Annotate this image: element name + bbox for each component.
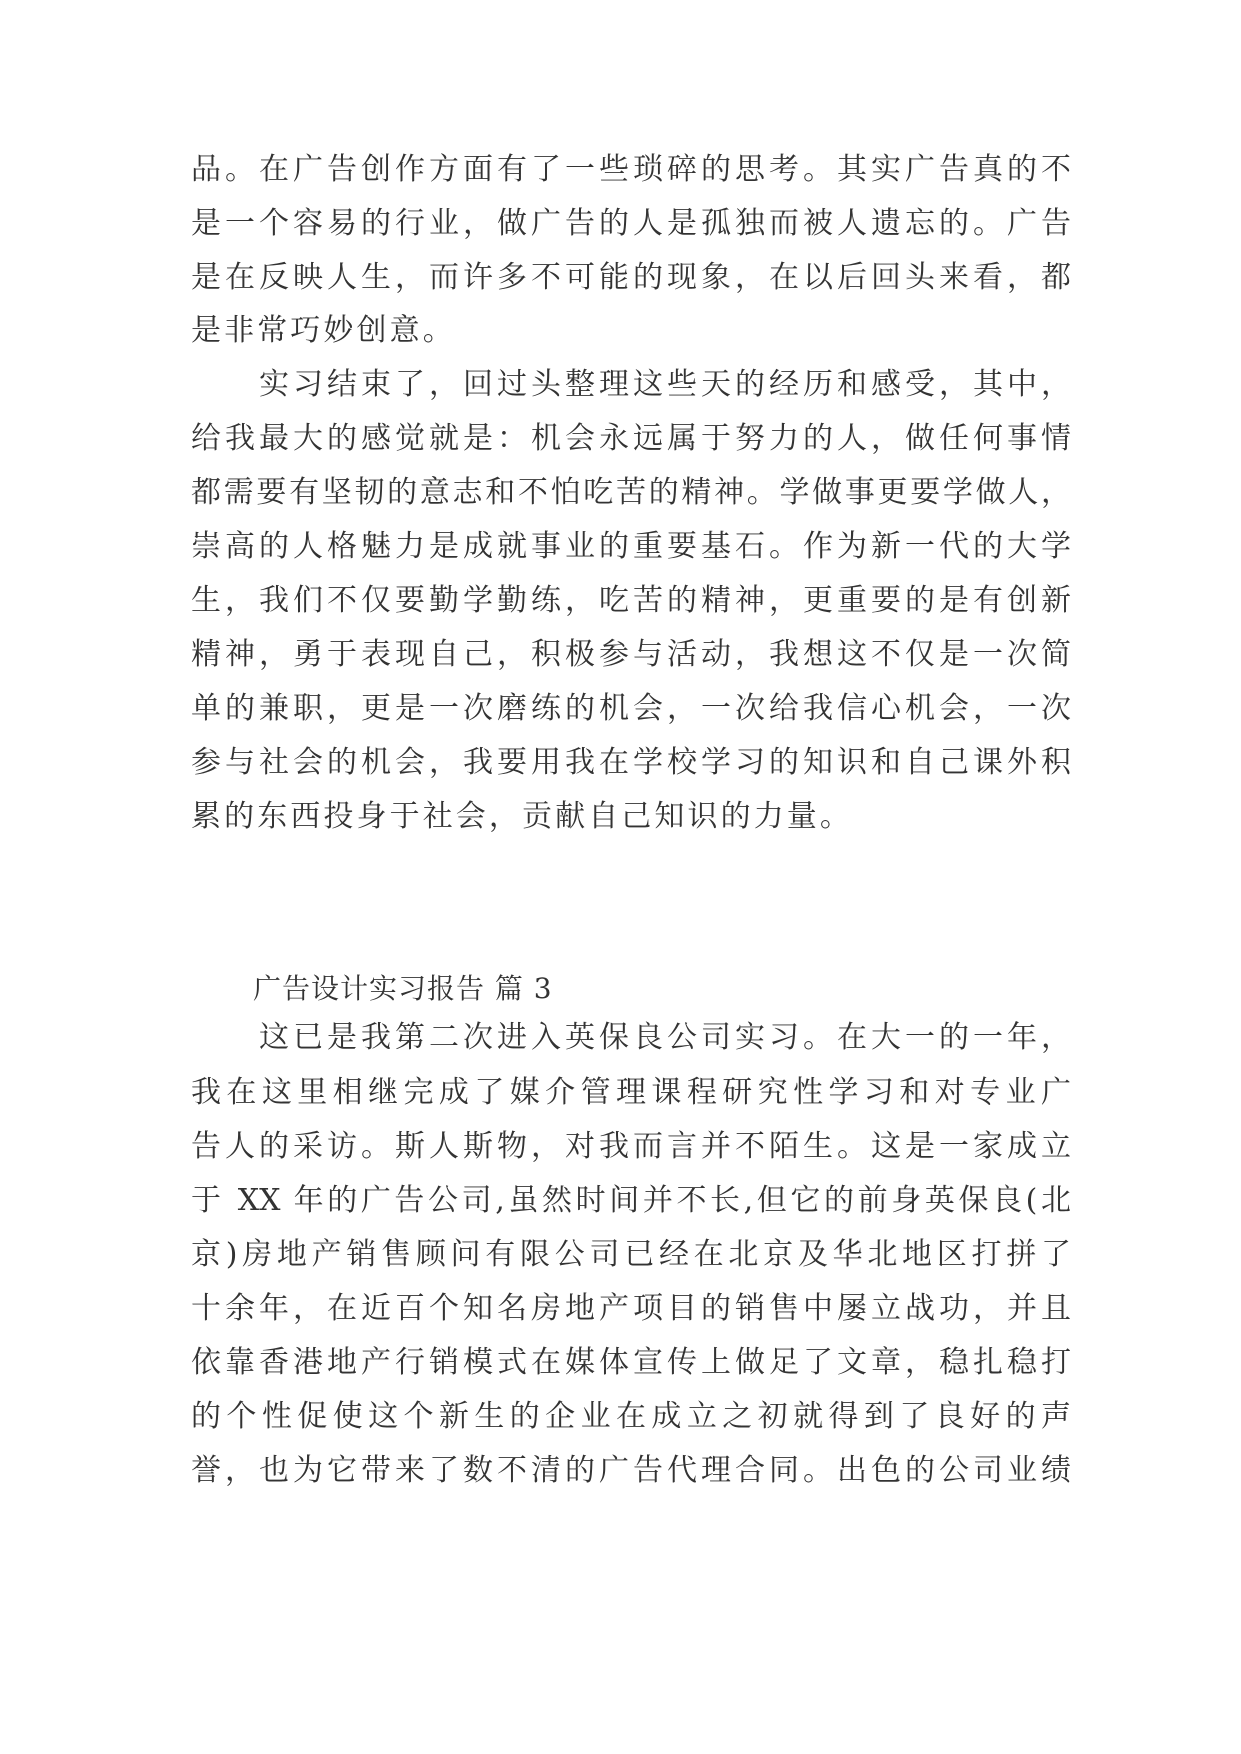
paragraph-line: 生，我们不仅要勤学勤练，吃苦的精神，更重要的是有创新	[191, 583, 1071, 618]
section-heading: 广告设计实习报告 篇 3	[253, 972, 553, 1005]
paragraph-line: 是非常巧妙创意。	[191, 313, 456, 348]
paragraph-line: 的个性促使这个新生的企业在成立之初就得到了良好的声	[191, 1399, 1071, 1434]
paragraph-line: 是在反映人生，而许多不可能的现象，在以后回头来看，都	[191, 260, 1071, 295]
paragraph-line: 参与社会的机会，我要用我在学校学习的知识和自己课外积	[191, 745, 1071, 780]
paragraph-line: 崇高的人格魅力是成就事业的重要基石。作为新一代的大学	[191, 529, 1071, 564]
paragraph-line: 单的兼职，更是一次磨练的机会，一次给我信心机会，一次	[191, 691, 1071, 726]
paragraph-line: 品。在广告创作方面有了一些琐碎的思考。其实广告真的不	[191, 152, 1071, 187]
paragraph-line: 我在这里相继完成了媒介管理课程研究性学习和对专业广	[191, 1075, 1071, 1110]
paragraph-line: 累的东西投身于社会，贡献自己知识的力量。	[191, 799, 853, 834]
paragraph-line: 这已是我第二次进入英保良公司实习。在大一的一年，	[259, 1020, 1071, 1055]
paragraph-line: 京)房地产销售顾问有限公司已经在北京及华北地区打拼了	[191, 1237, 1071, 1272]
paragraph-line: 于 XX 年的广告公司,虽然时间并不长,但它的前身英保良(北	[191, 1183, 1071, 1218]
paragraph-line: 告人的采访。斯人斯物，对我而言并不陌生。这是一家成立	[191, 1129, 1071, 1164]
paragraph-line: 给我最大的感觉就是：机会永远属于努力的人，做任何事情	[191, 421, 1071, 456]
paragraph-line: 依靠香港地产行销模式在媒体宣传上做足了文章，稳扎稳打	[191, 1345, 1071, 1380]
paragraph-line: 十余年，在近百个知名房地产项目的销售中屡立战功，并且	[191, 1291, 1071, 1326]
paragraph-line: 精神，勇于表现自己，积极参与活动，我想这不仅是一次简	[191, 637, 1071, 672]
paragraph-line: 都需要有坚韧的意志和不怕吃苦的精神。学做事更要学做人，	[191, 475, 1071, 510]
paragraph-line: 誉，也为它带来了数不清的广告代理合同。出色的公司业绩	[191, 1453, 1071, 1488]
paragraph-line: 实习结束了，回过头整理这些天的经历和感受，其中，	[259, 367, 1071, 402]
paragraph-line: 是一个容易的行业，做广告的人是孤独而被人遗忘的。广告	[191, 206, 1071, 241]
